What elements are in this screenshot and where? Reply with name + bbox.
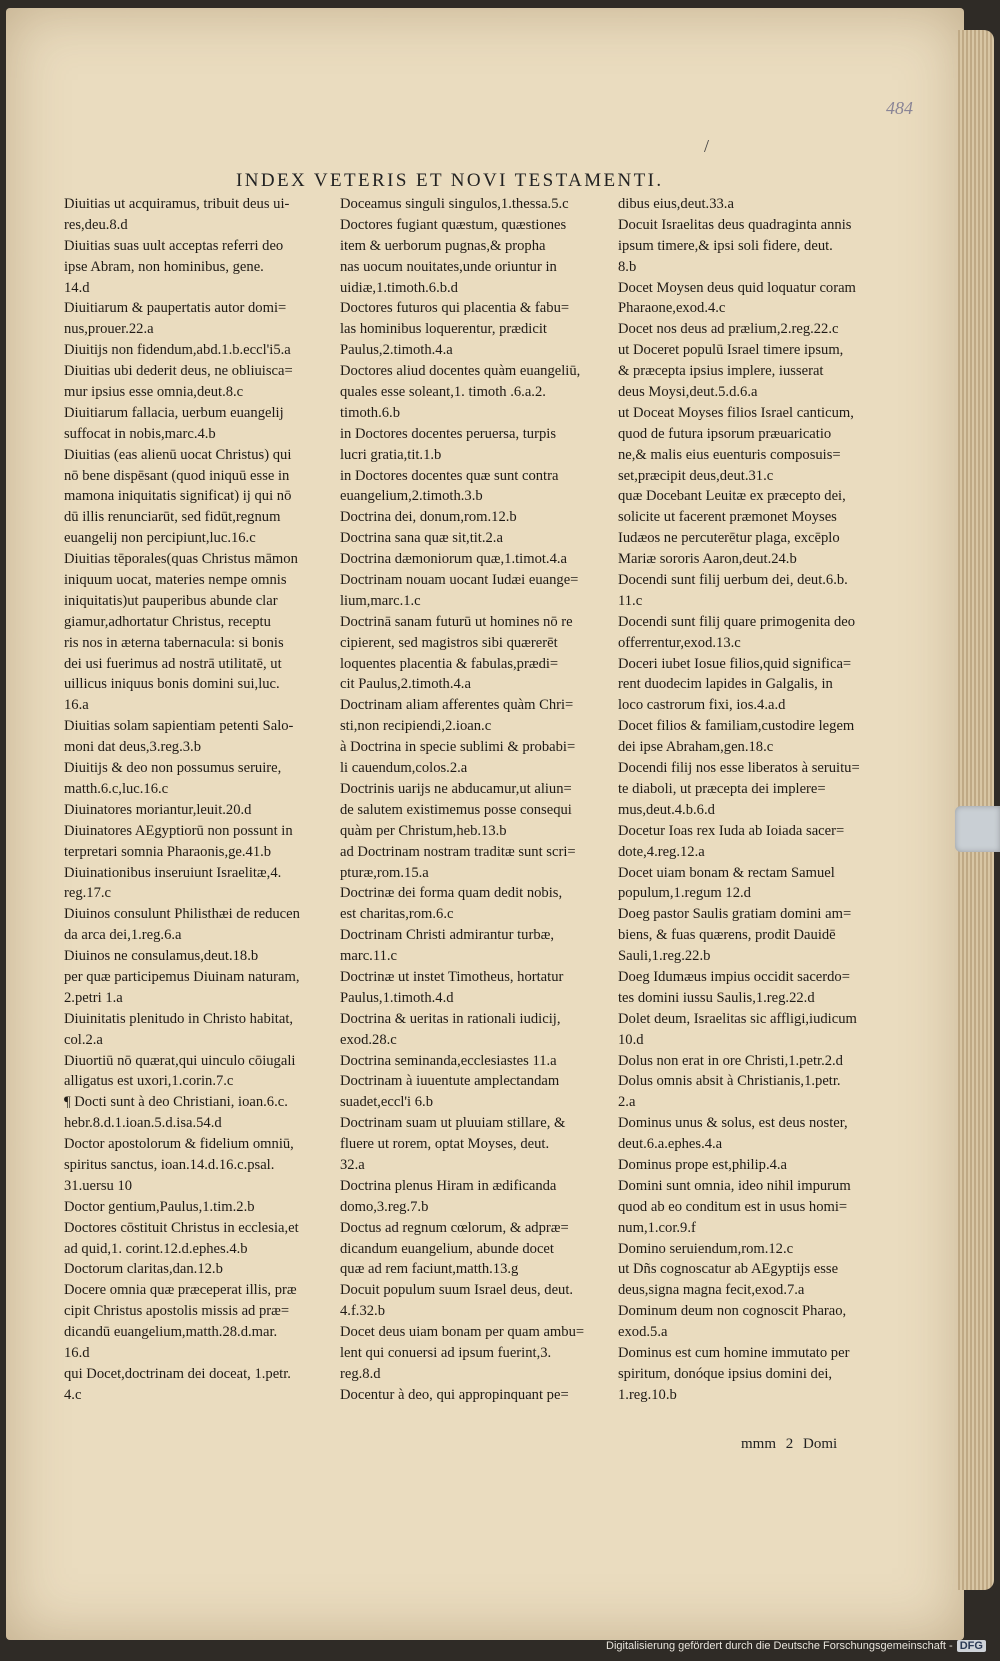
index-line: & præcepta ipsius implere, iusserat [618, 363, 824, 380]
index-line: Doeg Idumæus impius occidit sacerdo= [618, 968, 850, 985]
index-line: ipsum timere,& ipsi soli fidere, deut. [618, 237, 833, 254]
book-page [6, 8, 964, 1640]
index-line: 31.uersu 10 [64, 1177, 133, 1194]
printer-mark: / [704, 136, 710, 156]
index-line: 10.d [618, 1031, 644, 1048]
index-line: tes domini iussu Saulis,1.reg.22.d [618, 989, 815, 1006]
index-line: Diuinatores AEgyptiorū non possunt in [64, 822, 293, 839]
index-line: euangelium,2.timoth.3.b [340, 488, 483, 505]
index-line: populum,1.regum 12.d [618, 885, 751, 902]
index-line: Dolet deum, Israelitas sic affligi,iudicum [618, 1010, 857, 1027]
index-line: quæ ad rem faciunt,matth.13.g [340, 1261, 519, 1278]
index-line: te diaboli, ut præcepta dei implere= [618, 780, 826, 797]
index-line: Diuitias ubi dederit deus, ne obliuisca= [64, 363, 293, 380]
index-line: 16.a [64, 697, 89, 714]
dfg-logo: DFG [957, 1640, 986, 1652]
index-line: Diuinos ne consulamus,deut.18.b [64, 948, 259, 965]
index-line: Sauli,1.reg.22.b [618, 948, 711, 965]
index-line: Docere omnia quæ præceperat illis, præ [64, 1282, 297, 1299]
index-line: Doctrinā sanam futurū ut homines nō re [340, 613, 573, 630]
index-line: 2.a [618, 1094, 636, 1111]
index-line: hebr.8.d.1.ioan.5.d.isa.54.d [64, 1115, 222, 1132]
index-line: da arca dei,1.reg.6.a [64, 927, 182, 944]
index-line: ad quid,1. corint.12.d.ephes.4.b [64, 1240, 248, 1257]
index-line: deus,signa magna fecit,exod.7.a [618, 1282, 805, 1299]
index-line: Docetur Ioas rex Iuda ab Ioiada sacer= [618, 822, 845, 839]
index-line: Doctrina & ueritas in rationali iudicij, [340, 1010, 561, 1027]
index-line: Dominus prope est,philip.4.a [618, 1156, 788, 1173]
index-line: Diuinitatis plenitudo in Christo habitat, [64, 1010, 294, 1027]
index-column-2 [340, 194, 612, 1406]
index-line: matth.6.c,luc.16.c [64, 780, 169, 797]
index-line: per quæ participemus Diuinam naturam, [64, 968, 300, 985]
index-line: Doeg pastor Saulis gratiam domini am= [618, 906, 852, 923]
index-line: lent qui conuersi ad ipsum fuerint,3. [340, 1344, 552, 1361]
index-line: Docendi sunt filij uerbum dei, deut.6.b. [618, 572, 848, 589]
index-line: exod.28.c [340, 1031, 397, 1048]
index-line: loquentes placentia & fabulas,prædi= [340, 655, 559, 672]
index-line: in Doctores docentes quæ sunt contra [340, 467, 559, 484]
index-line: num,1.cor.9.f [618, 1219, 696, 1236]
index-line: loco castrorum fixi, ios.4.a.d [618, 697, 786, 714]
index-line: Diuinationibus inseruiunt Israelitæ,4. [64, 864, 282, 881]
bookmark-tab [955, 806, 1000, 852]
index-line: Docet Moysen deus quid loquatur coram [618, 279, 856, 296]
index-line: Dominum deum non cognoscit Pharao, [618, 1303, 847, 1320]
index-line: à Doctrina in specie sublimi & probabi= [340, 739, 576, 756]
index-line: alligatus est uxori,1.corin.7.c [64, 1073, 234, 1090]
index-line: cit Paulus,2.timoth.4.a [340, 676, 471, 693]
index-line: dū illis renunciarūt, sed fidūt,regnum [64, 509, 281, 526]
index-line: lium,marc.1.c [340, 592, 421, 609]
index-line: ut Dñs cognoscatur ab AEgyptijs esse [618, 1261, 839, 1278]
index-line: de salutem existimemus posse consequi [340, 801, 572, 818]
index-line: li cauendum,colos.2.a [340, 760, 468, 777]
index-line: quod ab eo conditum est in usus homi= [618, 1198, 848, 1215]
index-line: col.2.a [64, 1031, 103, 1048]
index-line: 11.c [618, 592, 643, 609]
index-line: Docentur à deo, qui appropinquant pe= [340, 1386, 569, 1403]
index-line: Doctrinis uarijs ne abducamur,ut aliun= [340, 780, 572, 797]
index-line: Diuinatores moriantur,leuit.20.d [64, 801, 252, 818]
index-line: Doctrinam nouam uocant Iudæi euange= [340, 572, 579, 589]
index-line: Paulus,1.timoth.4.d [340, 989, 454, 1006]
index-line: Diuortiū nō quærat,qui uinculo cōiugali [64, 1052, 296, 1069]
index-line: Domini sunt omnia, ideo nihil impurum [618, 1177, 851, 1194]
index-line: quod de futura ipsorum præuaricatio [618, 425, 832, 442]
index-line: uillicus iniquus bonis domini sui,luc. [64, 676, 280, 693]
index-line: Diuitiarum & paupertatis autor domi= [64, 300, 287, 317]
index-line: sti,non recipiendi,2.ioan.c [340, 718, 492, 735]
index-line: Doctores fugiant quæstum, quæstiones [340, 216, 567, 233]
index-line: Dolus non erat in ore Christi,1.petr.2.d [618, 1052, 843, 1069]
index-line: 2.petri 1.a [64, 989, 123, 1006]
index-line: 1.reg.10.b [618, 1386, 677, 1403]
index-line: dicandum euangelium, abunde docet [340, 1240, 554, 1257]
index-line: Diuitias tēporales(quas Christus māmon [64, 551, 298, 568]
index-line: ¶ Docti sunt à deo Christiani, ioan.6.c. [64, 1094, 288, 1111]
index-line: Diuitias suas uult acceptas referri deo [64, 237, 284, 254]
index-line: ut Doceat Moyses filios Israel canticum, [618, 404, 854, 421]
index-line: Doctores cōstituit Christus in ecclesia,et [64, 1219, 299, 1236]
index-line: in Doctores docentes peruersa, turpis [340, 425, 556, 442]
index-line: ipse Abram, non hominibus, gene. [64, 258, 264, 275]
index-line: 14.d [64, 279, 90, 296]
index-line: Doctrina sana quæ sit,tit.2.a [340, 530, 503, 547]
index-line: deut.6.a.ephes.4.a [618, 1136, 723, 1153]
index-line: ne,& malis eius euenturis composuis= [618, 446, 841, 463]
index-line: fluere ut rorem, optat Moyses, deut. [340, 1136, 550, 1153]
index-line: solicite ut facerent præmonet Moyses [618, 509, 837, 526]
index-line: domo,3.reg.7.b [340, 1198, 429, 1215]
index-line: terpretari somnia Pharaonis,ge.41.b [64, 843, 272, 860]
index-line: dei ipse Abraham,gen.18.c [618, 739, 774, 756]
index-line: Doctrinæ dei forma quam dedit nobis, [340, 885, 563, 902]
index-line: uidiæ,1.timoth.6.b.d [340, 279, 458, 296]
index-line: biens, & fuas quærens, prodit Dauidē [618, 927, 836, 944]
index-line: Domino seruiendum,rom.12.c [618, 1240, 794, 1257]
index-line: Diuitias ut acquiramus, tribuit deus ui- [64, 196, 290, 212]
index-line: quales esse soleant,1. timoth .6.a.2. [340, 384, 546, 401]
index-line: Diuitijs & deo non possumus seruire, [64, 760, 282, 777]
index-line: dicandū euangelium,matth.28.d.mar. [64, 1324, 278, 1341]
index-line: Iudæos ne percuterētur plaga, excēplo [618, 530, 840, 547]
index-line: Doceamus singuli singulos,1.thessa.5.c [340, 196, 569, 212]
index-line: suffocat in nobis,marc.4.b [64, 425, 216, 442]
index-line: Doctrinam aliam afferentes quàm Chri= [340, 697, 574, 714]
index-line: Diuitijs non fidendum,abd.1.b.eccl'i5.a [64, 342, 291, 359]
index-line: Docet nos deus ad prælium,2.reg.22.c [618, 321, 839, 338]
index-line: marc.11.c [340, 948, 397, 965]
footer-text: Digitalisierung gefördert durch die Deutsche Forschungsgemeinschaft - [606, 1640, 953, 1652]
index-line: Diuitias solam sapientiam petenti Salo- [64, 718, 294, 735]
index-line: set,præcipit deus,deut.31.c [618, 467, 774, 484]
index-line: mus,deut.4.b.6.d [618, 801, 715, 818]
index-line: iniquum uocat, materies nempe omnis [64, 572, 287, 589]
signature-mark: mmm 2 Domi [741, 1436, 838, 1452]
index-line: 32.a [340, 1156, 365, 1173]
index-line: exod.5.a [618, 1324, 668, 1341]
index-line: Docendi filij nos esse liberatos à seruitu= [618, 760, 860, 777]
index-line: Doctores futuros qui placentia & fabu= [340, 300, 570, 317]
index-line: reg.8.d [340, 1365, 381, 1382]
index-line: Doctrina seminanda,ecclesiastes 11.a [340, 1052, 557, 1069]
index-line: suadet,eccl'i 6.b [340, 1094, 433, 1111]
index-line: Doctrinæ ut instet Timotheus, hortatur [340, 968, 564, 985]
index-line: res,deu.8.d [64, 216, 128, 233]
index-line: Doctus ad regnum cœlorum, & adpræ= [340, 1219, 569, 1236]
index-line: est charitas,rom.6.c [340, 906, 454, 923]
index-line: Doctrina dei, donum,rom.12.b [340, 509, 517, 526]
index-line: Mariæ sororis Aaron,deut.24.b [618, 551, 797, 568]
index-line: quæ Docebant Leuitæ ex præcepto dei, [618, 488, 846, 505]
index-line: dote,4.reg.12.a [618, 843, 705, 860]
index-line: 4.f.32.b [340, 1303, 385, 1320]
index-line: Doctrinam à iuuentute amplectandam [340, 1073, 560, 1090]
index-line: timoth.6.b [340, 404, 400, 421]
digitization-footer [606, 1640, 986, 1652]
index-line: item & uerborum pugnas,& propha [340, 237, 546, 254]
index-line: offerrentur,exod.13.c [618, 634, 741, 651]
index-line: Dolus omnis absit à Christianis,1.petr. [618, 1073, 841, 1090]
index-line: 16.d [64, 1344, 90, 1361]
index-line: ut Doceret populū Israel timere ipsum, [618, 342, 844, 359]
index-line: Doctor gentium,Paulus,1.tim.2.b [64, 1198, 255, 1215]
index-line: Doctorum claritas,dan.12.b [64, 1261, 223, 1278]
index-line: Dominus unus & solus, est deus noster, [618, 1115, 848, 1132]
index-line: giamur,adhortatur Christus, receptu [64, 613, 271, 630]
index-line: Doctrinam Christi admirantur turbæ, [340, 927, 555, 944]
index-line: Diuitias (eas alienū uocat Christus) qui [64, 446, 292, 463]
index-line: 4.c [64, 1386, 82, 1403]
index-line: Docet filios & familiam,custodire legem [618, 718, 855, 735]
index-line: quàm per Christum,heb.13.b [340, 822, 507, 839]
index-line: nus,prouer.22.a [64, 321, 154, 338]
index-line: Diuinos consulunt Philisthæi de reducen [64, 906, 300, 923]
index-line: ris nos in æterna tabernacula: si bonis [64, 634, 284, 651]
index-line: deus Moysi,deut.5.d.6.a [618, 384, 758, 401]
index-line: mamona iniquitatis significat) ij qui nō [64, 488, 292, 505]
index-line: reg.17.c [64, 885, 112, 902]
index-line: Doceri iubet Iosue filios,quid significa= [618, 655, 852, 672]
index-column-1 [64, 194, 332, 1406]
index-line: pturæ,rom.15.a [340, 864, 429, 881]
index-column-3 [618, 194, 894, 1406]
index-line: Docet deus uiam bonam per quam ambu= [340, 1324, 585, 1341]
index-line: Docendi sunt filij quare primogenita deo [618, 613, 856, 630]
index-line: lucri gratia,tit.1.b [340, 446, 442, 463]
index-line: cipierent, sed magistros sibi quærerēt [340, 634, 558, 651]
index-line: Doctrinam suam ut pluuiam stillare, & [340, 1115, 566, 1132]
index-line: 8.b [618, 258, 637, 275]
running-header: INDEX VETERIS ET NOVI TESTAMENTI. [236, 170, 664, 191]
index-line: Doctrina plenus Hiram in ædificanda [340, 1177, 557, 1194]
index-line: iniquitatis)ut pauperibus abunde clar [64, 592, 278, 609]
index-line: spiritus sanctus, ioan.14.d.16.c.psal. [64, 1156, 275, 1173]
index-line: Diuitiarum fallacia, uerbum euangelij [64, 404, 284, 421]
index-line: Doctrina dæmoniorum quæ,1.timot.4.a [340, 551, 567, 568]
index-line: Paulus,2.timoth.4.a [340, 342, 453, 359]
index-line: dibus eius,deut.33.a [618, 196, 734, 212]
index-line: Docuit populum suum Israel deus, deut. [340, 1282, 574, 1299]
index-line: Docuit Israelitas deus quadraginta annis [618, 216, 852, 233]
index-line: dei usi fuerimus ad nostrā utilitatē, ut [64, 655, 282, 672]
index-line: cipit Christus apostolis missis ad præ= [64, 1303, 290, 1320]
index-line: nō bene dispēsant (quod iniquū esse in [64, 467, 290, 484]
index-line: Docet uiam bonam & rectam Samuel [618, 864, 835, 881]
index-line: Pharaone,exod.4.c [618, 300, 726, 317]
index-line: qui Docet,doctrinam dei doceat, 1.petr. [64, 1365, 291, 1382]
index-line: las hominibus loquerentur, prædicit [340, 321, 547, 338]
index-line: Doctores aliud docentes quàm euangeliū, [340, 363, 581, 380]
folio-number: 484 [886, 98, 913, 118]
index-line: rent duodecim lapides in Galgalis, in [618, 676, 833, 693]
index-line: mur ipsius esse omnia,deut.8.c [64, 384, 244, 401]
index-line: nas uocum nouitates,unde oriuntur in [340, 258, 557, 275]
index-line: spiritum, donóque ipsius domini dei, [618, 1365, 833, 1382]
index-line: moni dat deus,3.reg.3.b [64, 739, 201, 756]
index-line: Dominus est cum homine immutato per [618, 1344, 850, 1361]
index-line: ad Doctrinam nostram traditæ sunt scri= [340, 843, 576, 860]
index-line: Doctor apostolorum & fidelium omniū, [64, 1136, 294, 1153]
index-line: euangelij non percipiunt,luc.16.c [64, 530, 256, 547]
